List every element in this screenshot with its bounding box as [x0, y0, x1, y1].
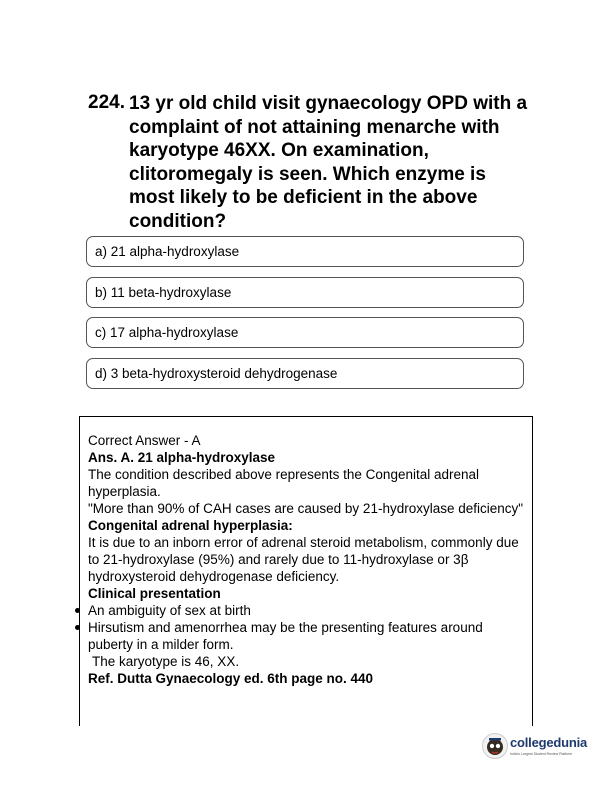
- correct-answer: Correct Answer - A: [88, 433, 201, 448]
- collegedunia-logo: [482, 733, 594, 761]
- cah-heading: Congenital adrenal hyperplasia:: [88, 518, 293, 533]
- answer-content: [88, 432, 528, 687]
- question-text: 13 yr old child visit gynaecology OPD with a complaint of not attaining menarche with karyotype 46XX. On examination, clitoromegaly is seen. Which enzyme is most likely to be deficient in the above condition?: [129, 93, 528, 232]
- option-c[interactable]: c) 17 alpha-hydroxylase: [86, 317, 524, 348]
- option-a[interactable]: a) 21 alpha-hydroxylase: [86, 236, 524, 267]
- karyotype-text: The karyotype is 46, XX.: [92, 654, 240, 669]
- mascot-icon: [482, 733, 508, 759]
- list-item: [88, 602, 528, 619]
- list-item-text: Hirsutism and amenorrhea may be the presenting features around puberty in a milder form.: [88, 620, 483, 652]
- answer-heading: Ans. A. 21 alpha-hydroxylase: [88, 450, 276, 465]
- option-b[interactable]: b) 11 beta-hydroxylase: [86, 277, 524, 308]
- option-d[interactable]: d) 3 beta-hydroxysteroid dehydrogenase: [86, 358, 524, 389]
- clinical-heading: Clinical presentation: [88, 586, 221, 601]
- reference: Ref. Dutta Gynaecology ed. 6th page no. 440: [88, 671, 374, 686]
- logo-name: collegedunia: [510, 735, 588, 750]
- answer-explanation: The condition described above represents the Congenital adrenal hyperplasia.: [88, 467, 480, 499]
- list-item-text: An ambiguity of sex at birth: [88, 603, 251, 618]
- list-item: [88, 619, 528, 653]
- cah-text: It is due to an inborn error of adrenal steroid metabolism, commonly due to 21-hydroxylase (95%) and rarely due to 11-hydroxylase or 3β hydroxysteroid dehydrogenase deficiency.: [88, 535, 519, 584]
- bullet-icon: [75, 608, 80, 613]
- bullet-icon: [75, 625, 80, 630]
- question-number: 224.: [88, 92, 125, 113]
- logo-tagline: India's Largest Student Review Platform: [510, 752, 573, 756]
- answer-quote: "More than 90% of CAH cases are caused by 21-hydroxylase deficiency": [88, 501, 524, 516]
